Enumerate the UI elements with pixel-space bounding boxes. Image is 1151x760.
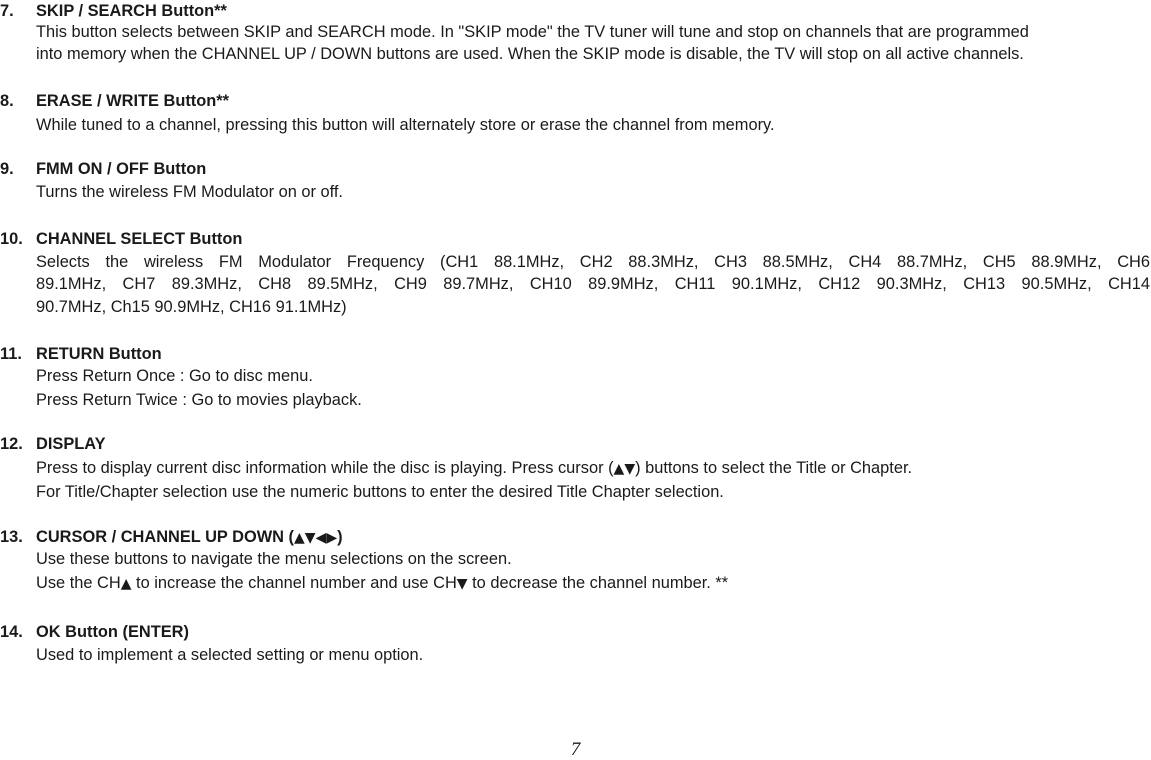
item-text-line: While tuned to a channel, pressing this button will alternately store or erase the channel from memory. — [36, 116, 775, 134]
item-text-line: 90.7MHz, Ch15 90.9MHz, CH16 91.1MHz) — [36, 298, 347, 316]
item-text-segment: Use the CH — [36, 574, 121, 592]
item-text-line: Used to implement a selected setting or menu option. — [36, 646, 424, 664]
item-text-line — [36, 457, 912, 480]
item-text-line: Turns the wireless FM Modulator on or off. — [36, 183, 343, 201]
item-heading: CHANNEL SELECT Button — [36, 230, 243, 248]
item-text-segment: to decrease the channel number. ** — [467, 574, 729, 592]
item-heading — [36, 526, 343, 549]
item-heading: ERASE / WRITE Button** — [36, 92, 230, 110]
item-heading: SKIP / SEARCH Button** — [36, 2, 227, 20]
cursor-up-down-icon: ▲▼ — [613, 461, 636, 477]
item-number: 14. — [0, 623, 23, 641]
item-text-segment: to increase the channel number and use CH — [131, 574, 457, 592]
item-text-line: into memory when the CHANNEL UP / DOWN buttons are used. When the SKIP mode is disable, the TV will stop on all active channels. — [36, 45, 1024, 63]
item-text-line: Press Return Once : Go to disc menu. — [36, 367, 313, 385]
channel-down-icon: ▼ — [456, 576, 468, 592]
item-heading: RETURN Button — [36, 345, 162, 363]
item-text-segment: Press to display current disc information while the disc is playing. Press cursor ( — [36, 459, 614, 477]
item-heading-end: ) — [337, 528, 343, 546]
item-heading-text: CURSOR / CHANNEL UP DOWN ( — [36, 528, 295, 546]
page-number: 7 — [570, 739, 581, 760]
item-text-segment: ) buttons to select the Title or Chapter. — [635, 459, 913, 477]
item-text-line: 89.1MHz, CH7 89.3MHz, CH8 89.5MHz, CH9 89.7MHz, CH10 89.9MHz, CH11 90.1MHz, CH12 90.3MHz, CH13 90.5MHz, CH14 — [36, 275, 1150, 293]
item-number: 7. — [0, 2, 14, 20]
item-heading: DISPLAY — [36, 435, 106, 453]
item-text-line: Use these buttons to navigate the menu selections on the screen. — [36, 550, 512, 568]
item-number: 8. — [0, 92, 14, 110]
item-number: 10. — [0, 230, 23, 248]
item-text-line: For Title/Chapter selection use the numeric buttons to enter the desired Title Chapter selection. — [36, 483, 724, 501]
item-text-line: This button selects between SKIP and SEARCH mode. In "SKIP mode" the TV tuner will tune and stop on channels that are programmed — [36, 23, 1029, 41]
item-heading: OK Button (ENTER) — [36, 623, 189, 641]
item-text-line: Selects the wireless FM Modulator Frequency (CH1 88.1MHz, CH2 88.3MHz, CH3 88.5MHz, CH4 88.7MHz, CH5 88.9MHz, CH6 — [36, 253, 1150, 271]
item-number: 9. — [0, 160, 14, 178]
item-number: 12. — [0, 435, 23, 453]
item-heading: FMM ON / OFF Button — [36, 160, 207, 178]
item-text-line — [36, 572, 728, 595]
cursor-arrows-icon: ▲▼◀▶ — [294, 530, 338, 546]
channel-up-icon: ▲ — [120, 576, 132, 592]
item-number: 11. — [0, 345, 22, 363]
item-number: 13. — [0, 528, 23, 546]
item-text-line: Press Return Twice : Go to movies playback. — [36, 391, 362, 409]
